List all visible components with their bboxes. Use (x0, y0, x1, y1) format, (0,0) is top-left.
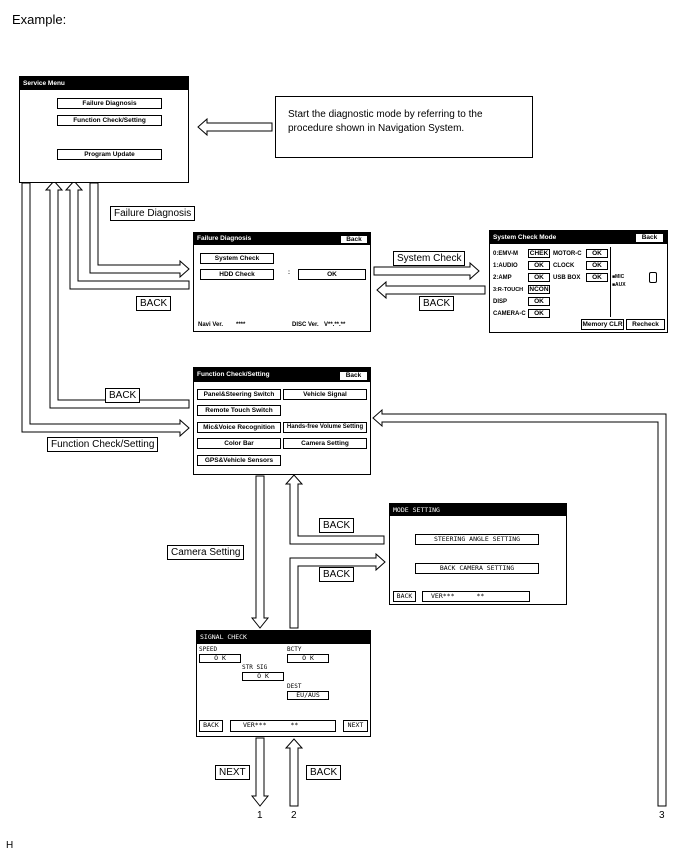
next-button[interactable]: NEXT (343, 720, 368, 732)
back-button[interactable]: Back (340, 235, 368, 244)
row-value: OK (528, 273, 550, 282)
version-value: ** (290, 721, 299, 730)
back-label: BACK (105, 388, 140, 403)
row-value: OK (528, 297, 550, 306)
hands-free-volume-setting-button[interactable]: Hands-free Volume Setting (283, 422, 367, 433)
vehicle-signal-button[interactable]: Vehicle Signal (283, 389, 367, 400)
back-label: BACK (419, 296, 454, 311)
function-check-setting-button[interactable]: Function Check/Setting (57, 115, 162, 126)
mic-voice-recognition-button[interactable]: Mic&Voice Recognition (197, 422, 281, 433)
signal-check-screen (196, 630, 371, 737)
back-button[interactable]: Back (339, 371, 368, 381)
back-label: BACK (136, 296, 171, 311)
row-label: 2:AMP (493, 275, 512, 281)
instruction-note-text: Start the diagnostic mode by referring to the procedure shown in Navigation System. (288, 109, 483, 134)
dest-value: EU/AUS (287, 691, 329, 700)
str-sig-label: STR SIG (242, 664, 268, 671)
bcty-label: BCTY (287, 646, 302, 653)
exit-number-3: 3 (659, 810, 665, 821)
remote-touch-switch-button[interactable]: Remote Touch Switch (197, 405, 281, 416)
function-check-setting-screen (193, 367, 371, 475)
program-update-button[interactable]: Program Update (57, 149, 162, 160)
mode-setting-screen (389, 503, 567, 605)
failure-diagnosis-title: Failure Diagnosis (194, 233, 370, 245)
arrow-to-signal-check (252, 476, 268, 628)
arrow-exit-3 (373, 410, 666, 806)
row-value: NCON (529, 285, 549, 293)
version-field (230, 720, 336, 732)
back-button[interactable]: Back (635, 233, 664, 243)
row-label: 0:EMV-M (493, 251, 519, 257)
disc-ver-value: V**.**.** (324, 322, 346, 328)
back-camera-setting-button[interactable]: BACK CAMERA SETTING (415, 563, 539, 574)
row-label: 1:AUDIO (493, 263, 518, 269)
gps-vehicle-sensors-button[interactable]: GPS&Vehicle Sensors (197, 455, 281, 466)
version-label: VER*** (243, 721, 267, 730)
navi-ver-label: Navi Ver. (198, 322, 224, 328)
hdd-colon: : (288, 270, 290, 276)
navi-ver-value: **** (236, 322, 246, 328)
steering-angle-setting-button[interactable]: STEERING ANGLE SETTING (415, 534, 539, 545)
exit-number-2: 2 (291, 810, 297, 821)
next-label: NEXT (215, 765, 250, 780)
row-label: DISP (493, 299, 508, 305)
row-label: USB BOX (553, 275, 581, 281)
mic-label: MIC (615, 274, 625, 280)
system-check-label: System Check (393, 251, 465, 266)
back-button[interactable]: BACK (393, 591, 416, 602)
row-label: MOTOR-C (553, 251, 582, 257)
arrow-note-to-service-menu (198, 119, 272, 135)
camera-setting-label: Camera Setting (167, 545, 244, 560)
system-check-button[interactable]: System Check (200, 253, 274, 264)
divider (610, 247, 611, 317)
back-label: BACK (319, 567, 354, 582)
row-label: 3:R-TOUCH (493, 287, 524, 293)
aux-label: AUX (615, 282, 626, 288)
panel-steering-switch-button[interactable]: Panel&Steering Switch (197, 389, 281, 400)
row-value: OK (586, 249, 608, 258)
figure-code: H (6, 840, 14, 851)
back-label: BACK (319, 518, 354, 533)
row-label: CAMERA-C (493, 311, 526, 317)
disc-ver-label: DISC Ver. (292, 322, 319, 328)
status-indicator (649, 272, 657, 283)
arrow-to-failure-diagnosis (90, 183, 189, 277)
signal-check-title: SIGNAL CHECK (197, 631, 370, 644)
mode-setting-title: MODE SETTING (390, 504, 566, 516)
version-label: VER*** (431, 591, 455, 600)
function-check-setting-label: Function Check/Setting (47, 437, 158, 452)
hdd-result: OK (298, 269, 366, 280)
row-value: CHEK (529, 249, 549, 257)
example-heading: Example: (12, 12, 67, 27)
failure-diagnosis-button[interactable]: Failure Diagnosis (57, 98, 162, 109)
str-sig-value: O K (242, 672, 284, 681)
system-check-mode-title: System Check Mode (490, 231, 667, 244)
back-label: BACK (306, 765, 341, 780)
color-bar-button[interactable]: Color Bar (197, 438, 281, 449)
row-value: OK (528, 261, 550, 270)
recheck-button[interactable]: Recheck (626, 319, 665, 330)
speed-label: SPEED (199, 646, 218, 653)
back-button[interactable]: BACK (199, 720, 223, 732)
instruction-note (275, 96, 533, 158)
arrow-back-from-mode-setting (286, 475, 384, 544)
service-menu-title: Service Menu (20, 77, 188, 90)
mic-indicator: ■MIC (612, 274, 625, 280)
function-check-setting-title: Function Check/Setting (194, 368, 370, 382)
camera-setting-button[interactable]: Camera Setting (283, 438, 367, 449)
arrow-exit-2 (286, 739, 302, 806)
row-label: CLOCK (553, 263, 575, 269)
aux-indicator: ■AUX (612, 282, 626, 288)
hdd-check-button[interactable]: HDD Check (200, 269, 274, 280)
memory-clr-button[interactable]: Memory CLR (581, 319, 624, 330)
version-value: ** (476, 591, 485, 600)
arrow-exit-1 (252, 738, 268, 806)
row-value: OK (528, 309, 550, 318)
arrow-signal-check-to-mode-setting (290, 554, 385, 628)
exit-number-1: 1 (257, 810, 263, 821)
version-field (422, 591, 530, 602)
row-value: OK (586, 273, 608, 282)
service-menu-screen (19, 76, 189, 183)
system-check-mode-screen (489, 230, 668, 333)
speed-value: O K (199, 654, 241, 663)
bcty-value: O K (287, 654, 329, 663)
row-value: OK (586, 261, 608, 270)
dest-label: DEST (287, 683, 302, 690)
failure-diagnosis-label: Failure Diagnosis (110, 206, 195, 221)
failure-diagnosis-screen (193, 232, 371, 332)
